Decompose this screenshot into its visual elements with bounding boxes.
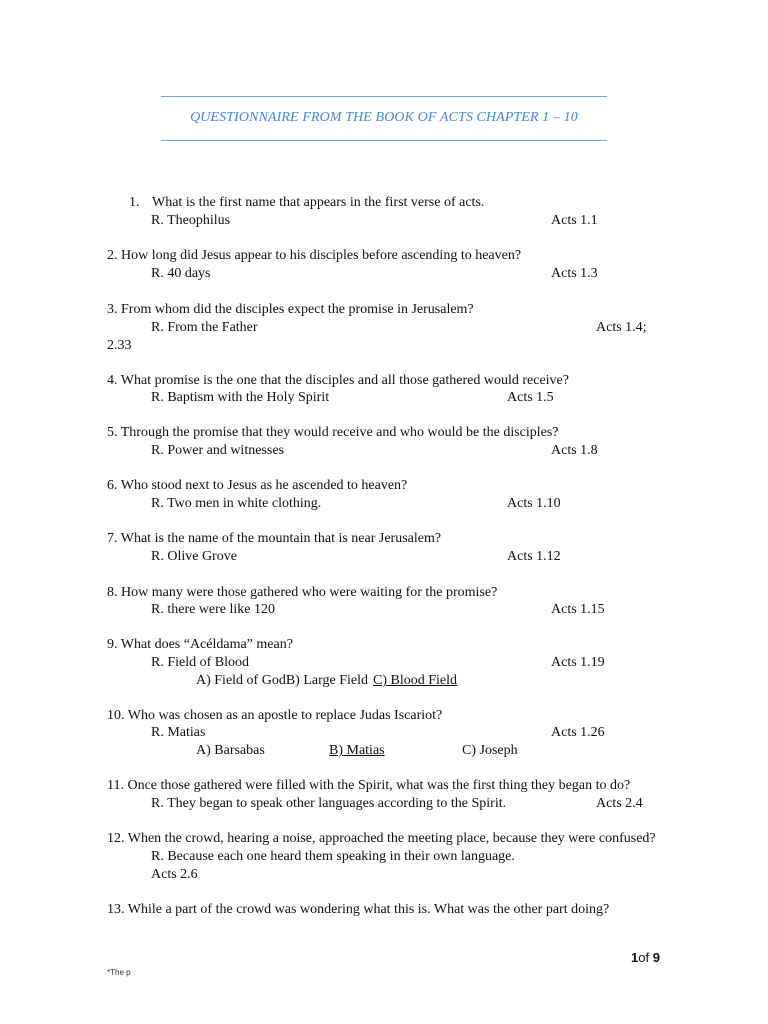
question-3: 3. From whom did the disciples expect the promise in Jerusalem? — [107, 302, 474, 317]
page-of: of — [638, 950, 650, 965]
answer-6: R. Two men in white clothing. — [151, 496, 322, 511]
reference-6: Acts 1.10 — [507, 496, 561, 511]
question-2: 2. How long did Jesus appear to his disciples before ascending to heaven? — [107, 248, 522, 263]
question-4: 4. What promise is the one that the disciples and all those gathered would receive? — [107, 373, 569, 388]
reference-8: Acts 1.15 — [551, 602, 605, 617]
title-rule-bottom — [161, 140, 607, 141]
page-current: 1 — [631, 950, 639, 965]
question-11: 11. Once those gathered were filled with the Spirit, what was the first thing they began to do? — [107, 778, 631, 793]
options-9-c-selected: C) Blood Field — [373, 673, 458, 688]
reference-7: Acts 1.12 — [507, 549, 561, 564]
option-10-b-selected: B) Matias — [329, 743, 385, 758]
reference-9: Acts 1.19 — [551, 655, 605, 670]
option-10-a: A) Barsabas — [196, 743, 265, 758]
reference-4: Acts 1.5 — [507, 390, 554, 405]
reference-12: Acts 2.6 — [151, 867, 198, 882]
answer-12: R. Because each one heard them speaking in their own language. — [151, 849, 515, 864]
question-9: 9. What does “Acéldama” mean? — [107, 637, 293, 652]
answer-7: R. Olive Grove — [151, 549, 237, 564]
question-1-number: 1. — [129, 195, 140, 210]
answer-5: R. Power and witnesses — [151, 443, 284, 458]
answer-11: R. They began to speak other languages according to the Spirit. — [151, 796, 507, 811]
reference-2: Acts 1.3 — [551, 266, 598, 281]
question-12: 12. When the crowd, hearing a noise, approached the meeting place, because they were confused? — [107, 831, 656, 846]
question-6: 6. Who stood next to Jesus as he ascended to heaven? — [107, 478, 408, 493]
answer-3: R. From the Father — [151, 320, 258, 335]
reference-3-continued: 2.33 — [107, 338, 132, 353]
reference-3: Acts 1.4; — [596, 320, 647, 335]
reference-11: Acts 2.4 — [596, 796, 643, 811]
answer-4: R. Baptism with the Holy Spirit — [151, 390, 330, 405]
question-7: 7. What is the name of the mountain that is near Jerusalem? — [107, 531, 442, 546]
answer-10: R. Matias — [151, 725, 206, 740]
reference-1: Acts 1.1 — [551, 213, 598, 228]
option-10-c: C) Joseph — [462, 743, 518, 758]
title-rule-top — [161, 96, 607, 97]
footnote: *The p — [107, 968, 131, 977]
question-1: What is the first name that appears in the first verse of acts. — [152, 195, 485, 210]
page-total: 9 — [652, 950, 660, 965]
answer-8: R. there were like 120 — [151, 602, 276, 617]
reference-5: Acts 1.8 — [551, 443, 598, 458]
document-title: QUESTIONNAIRE FROM THE BOOK OF ACTS CHAPTER 1 – 10 — [190, 110, 578, 125]
question-8: 8. How many were those gathered who were waiting for the promise? — [107, 585, 498, 600]
question-5: 5. Through the promise that they would receive and who would be the disciples? — [107, 425, 559, 440]
answer-1: R. Theophilus — [151, 213, 231, 228]
options-9-a-b: A) Field of GodB) Large Field — [196, 673, 368, 688]
question-13: 13. While a part of the crowd was wondering what this is. What was the other part doing? — [107, 902, 610, 917]
question-10: 10. Who was chosen as an apostle to replace Judas Iscariot? — [107, 708, 443, 723]
page-number — [631, 950, 660, 965]
answer-2: R. 40 days — [151, 266, 211, 281]
answer-9: R. Field of Blood — [151, 655, 250, 670]
reference-10: Acts 1.26 — [551, 725, 605, 740]
